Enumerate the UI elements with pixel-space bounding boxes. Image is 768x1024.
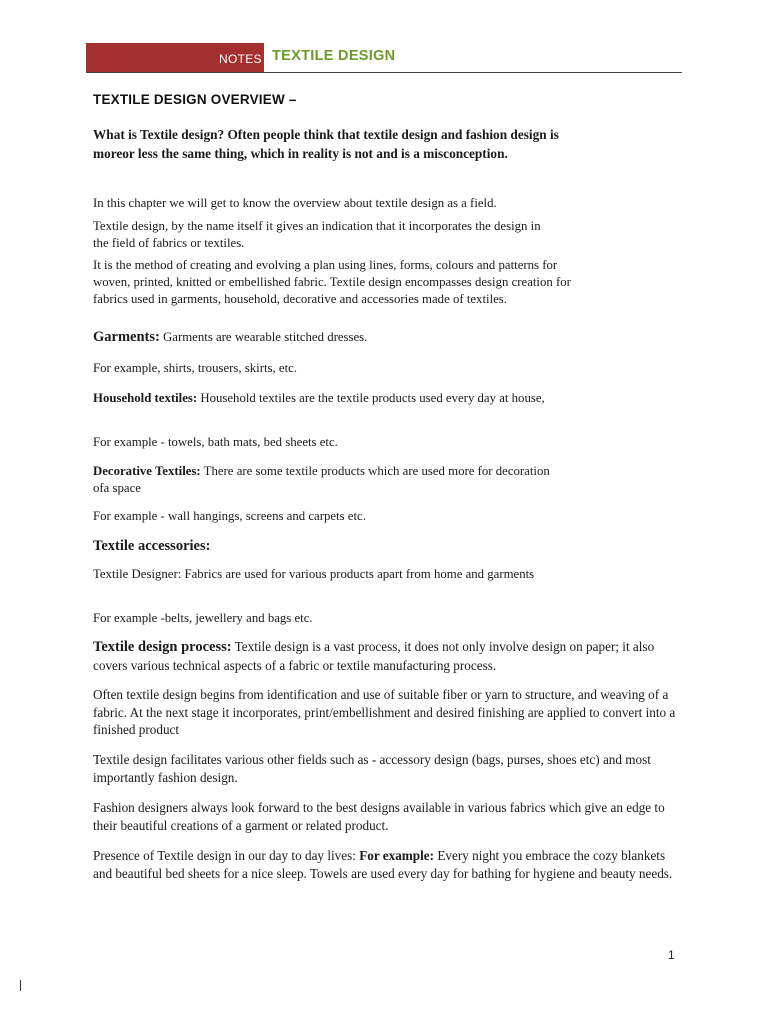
household-paragraph	[93, 390, 563, 407]
decorative-paragraph	[93, 463, 553, 497]
text-cursor	[20, 980, 21, 991]
header-notes-label: NOTES	[219, 52, 262, 66]
paragraph-chapter-intro: In this chapter we will get to know the overview about textile design as a field.	[93, 196, 497, 210]
paragraph-fashion: Fashion designers always look forward to the best designs available in various fabrics which give an edge to their beautiful creations of a garment or related product.	[93, 800, 665, 833]
garments-label: Garments:	[93, 329, 160, 345]
paragraph-definition: Textile design, by the name itself it gives an indication that it incorporates the design in the field of fabrics or textiles.	[93, 219, 541, 250]
household-text: Household textiles are the textile products used every day at house,	[197, 391, 545, 405]
process-label: Textile design process:	[93, 639, 232, 655]
garments-example: For example, shirts, trousers, skirts, etc.	[93, 361, 298, 375]
decorative-example: For example - wall hangings, screens and carpets etc.	[93, 509, 366, 523]
decorative-text: There are some textile products which are used more for decoration ofa space	[93, 464, 550, 495]
header-title: TEXTILE DESIGN	[272, 48, 396, 64]
designer-paragraph: Textile Designer: Fabrics are used for various products apart from home and garments	[93, 567, 535, 581]
household-example: For example - towels, bath mats, bed sheets etc.	[93, 435, 338, 449]
garments-paragraph	[93, 329, 593, 346]
presence-bold: For example:	[359, 848, 435, 863]
presence-text: Presence of Textile design in our day to day lives:	[93, 848, 360, 863]
page-number: 1	[668, 948, 675, 962]
paragraph-method: It is the method of creating and evolving a plan using lines, forms, colours and patterns for woven, printed, knitted or embellished fabric. Textile design encompasses design creation for fabrics used in garments, household, decorative and accessories made of textiles.	[93, 258, 571, 306]
decorative-label: Decorative Textiles:	[93, 464, 201, 478]
garments-text: Garments are wearable stitched dresses.	[159, 330, 368, 344]
presence-paragraph	[93, 847, 679, 882]
accessories-example: For example -belts, jewellery and bags etc.	[93, 611, 313, 625]
paragraph-facilitates: Textile design facilitates various other fields such as - accessory design (bags, purses, shoes etc) and most importantly fashion design.	[93, 752, 651, 785]
paragraph-often: Often textile design begins from identification and use of suitable fiber or yarn to structure, and weaving of a fabric. At the next stage it incorporates, print/embellishment and desired finishing are applied to convert into a finished product	[93, 687, 676, 737]
header-divider	[86, 72, 682, 73]
page-title: TEXTILE DESIGN OVERVIEW –	[93, 92, 297, 107]
intro-question: What is Textile design? Often people think that textile design and fashion design is moreor less the same thing, which in reality is not and is a misconception.	[93, 127, 559, 161]
process-text: Textile design is a vast process, it does not only involve design on paper; it also covers various technical aspects of a fabric or textile manufacturing process.	[93, 639, 655, 673]
presence-rest: Every night you embrace the cozy blankets and beautiful bed sheets for a nice sleep. Towels are used every day for bathing for hygiene and beauty needs.	[93, 848, 673, 881]
process-paragraph	[93, 638, 679, 674]
accessories-heading: Textile accessories:	[93, 538, 211, 554]
household-label: Household textiles:	[93, 391, 198, 405]
